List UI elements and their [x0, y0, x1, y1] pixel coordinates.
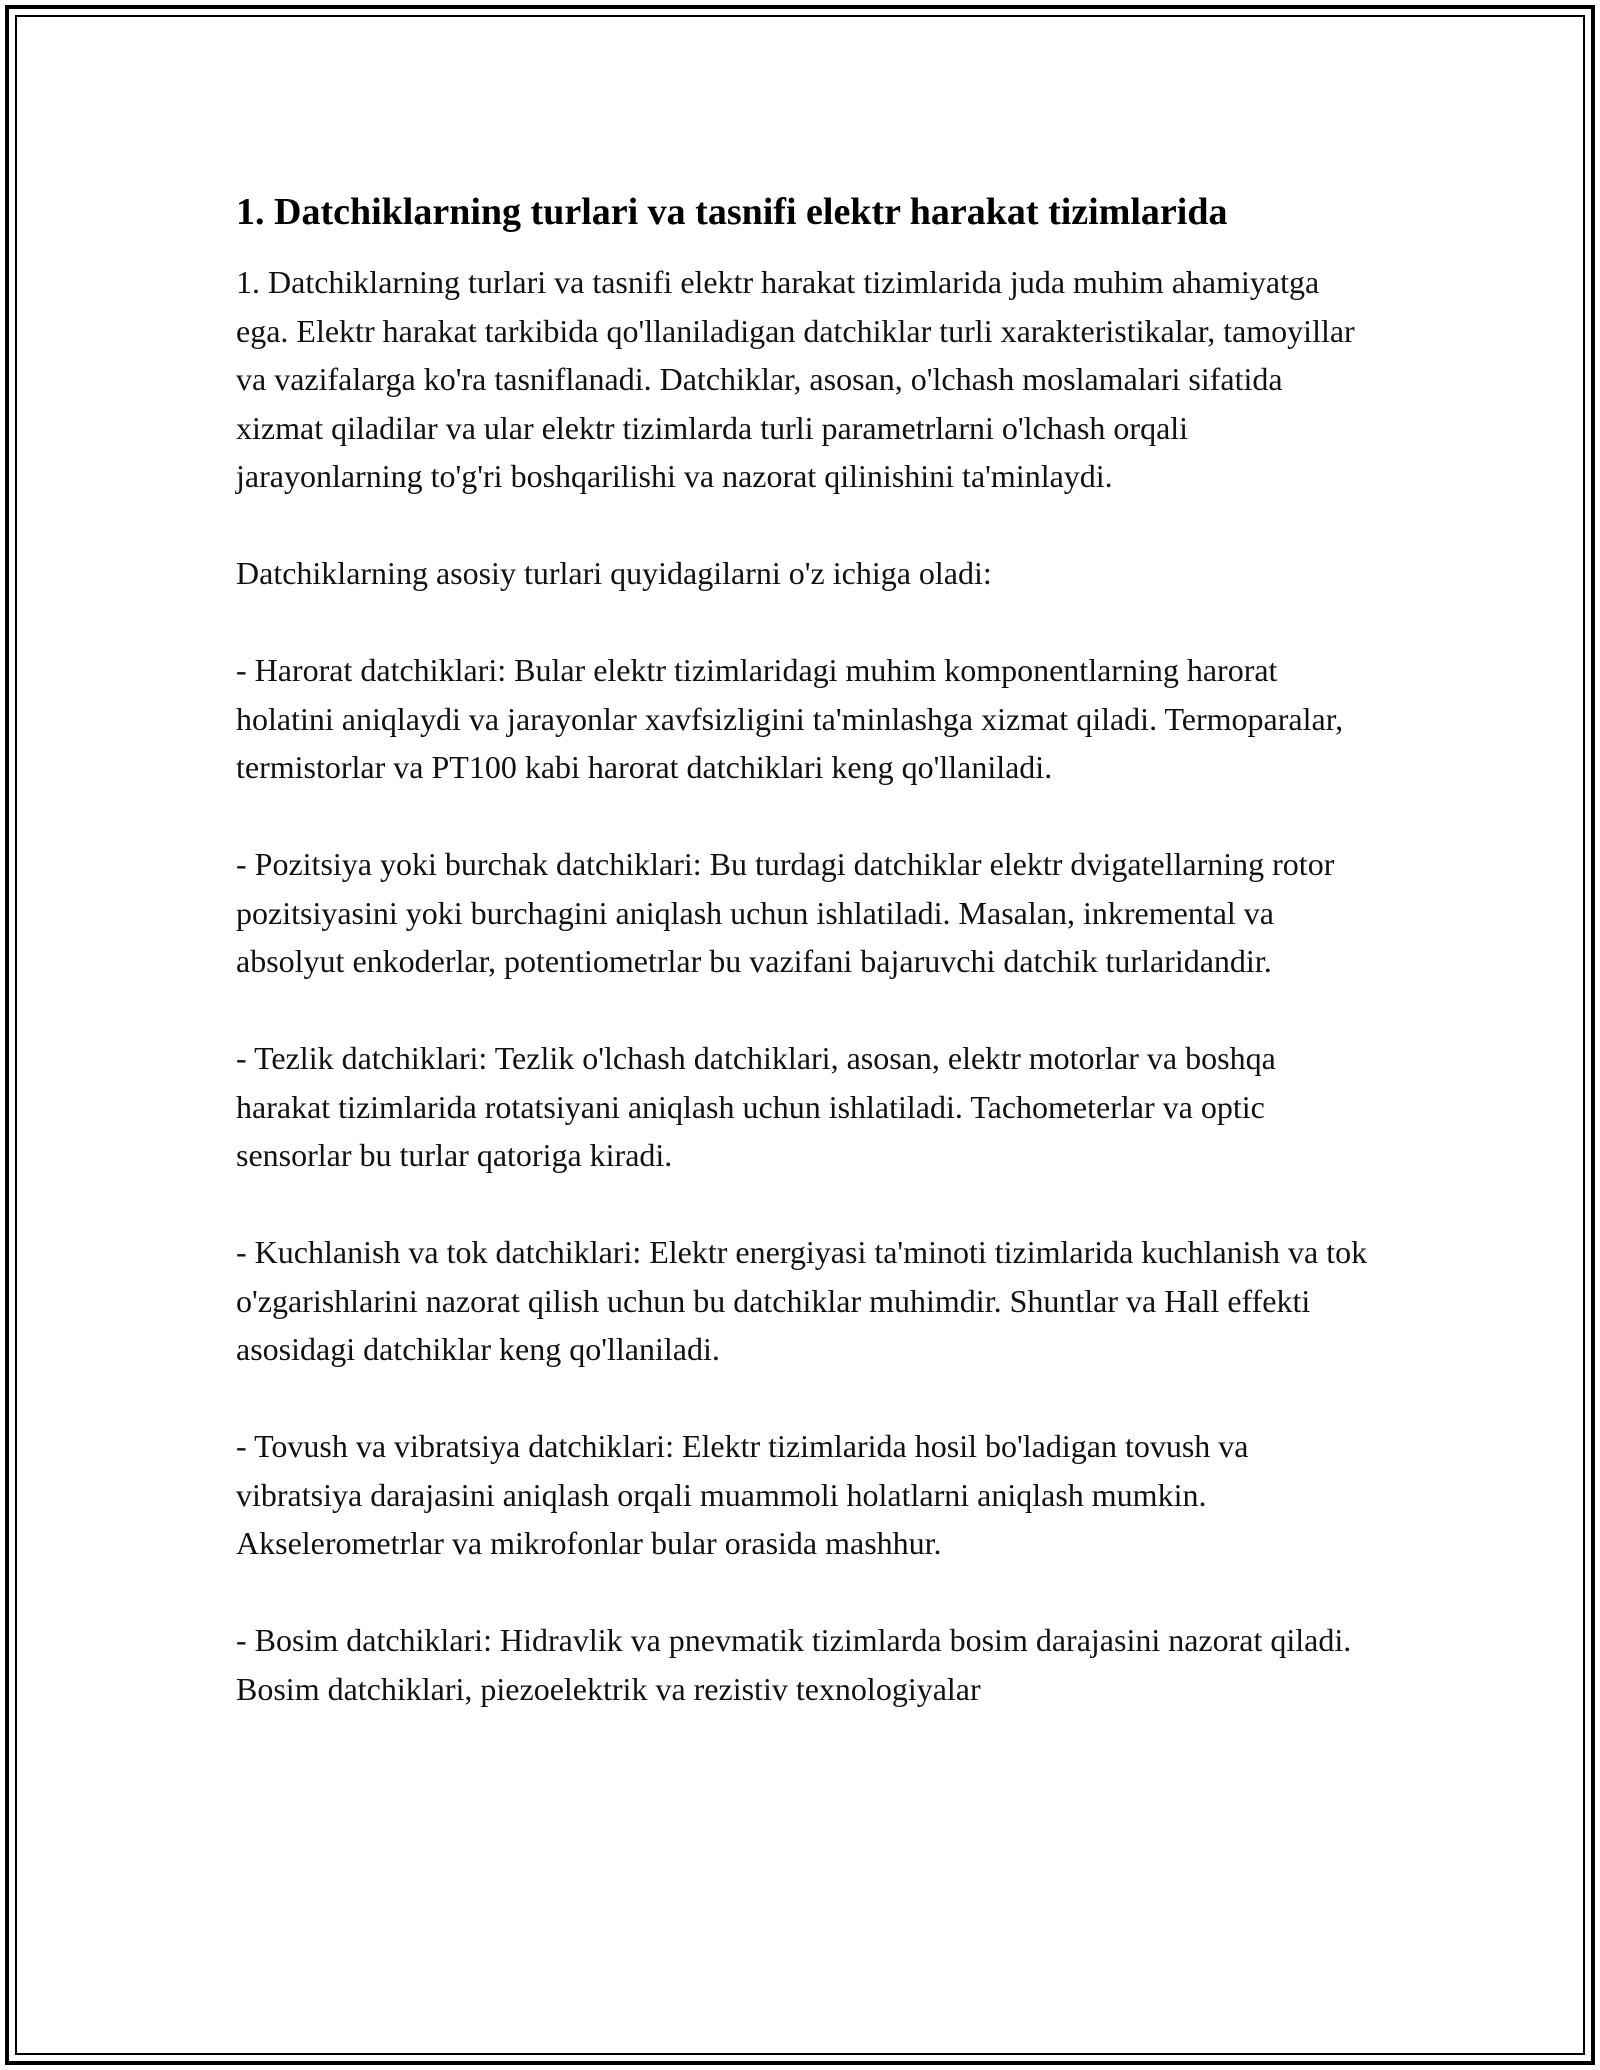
- voltage-current-sensors-paragraph: - Kuchlanish va tok datchiklari: Elektr energiyasi ta'minoti tizimlarida kuchlanish va tok o'zgarishlarini nazorat qilish uchun bu datchiklar muhimdir. Shuntlar va Hall effekti asosidagi datchiklar keng qo'llaniladi.: [236, 1234, 1368, 1367]
- list-intro-paragraph: Datchiklarning asosiy turlari quyidagilarni o'z ichiga oladi:: [236, 555, 992, 591]
- intro-paragraph: 1. Datchiklarning turlari va tasnifi elektr harakat tizimlarida juda muhim ahamiyatga ega. Elektr harakat tarkibida qo'llaniladigan datchiklar turli xarakteristikalar, tamoyillar va vazifalarga ko'ra tasniflanadi. Datchiklar, asosan, o'lchash moslamalari sifatida xizmat qiladilar va ular elektr tizimlarda turli parametrlarni o'lchash orqali jarayonlarning to'g'ri boshqarilishi va nazorat qilinishini ta'minlaydi.: [236, 264, 1355, 494]
- temperature-sensors-paragraph: - Harorat datchiklari: Bular elektr tizimlaridagi muhim komponentlarning harorat holatini aniqlaydi va jarayonlar xavfsizligini ta'minlashga xizmat qiladi. Termoparalar, termistorlar va PT100 kabi harorat datchiklari keng qo'llaniladi.: [236, 652, 1344, 785]
- document-title: 1. Datchiklarning turlari va tasnifi elektr harakat tizimlarida: [236, 191, 1228, 233]
- sound-vibration-sensors-paragraph: - Tovush va vibratsiya datchiklari: Elektr tizimlarida hosil bo'ladigan tovush va vibratsiya darajasini aniqlash orqali muammoli holatlarni aniqlash mumkin. Akselerometrlar va mikrofonlar bular orasida mashhur.: [236, 1428, 1249, 1561]
- document-body: [236, 186, 1376, 1713]
- speed-sensors-paragraph: - Tezlik datchiklari: Tezlik o'lchash datchiklari, asosan, elektr motorlar va boshqa harakat tizimlarida rotatsiyani aniqlash uchun ishlatiladi. Tachometerlar va optic sensorlar bu turlar qatoriga kiradi.: [236, 1040, 1276, 1173]
- position-sensors-paragraph: - Pozitsiya yoki burchak datchiklari: Bu turdagi datchiklar elektr dvigatellarning rotor pozitsiyasini yoki burchagini aniqlash uchun ishlatiladi. Masalan, inkremental va absolyut enkoderlar, potentiometrlar bu vazifani bajaruvchi datchik turlaridandir.: [236, 846, 1335, 979]
- pressure-sensors-paragraph: - Bosim datchiklari: Hidravlik va pnevmatik tizimlarda bosim darajasini nazorat qiladi. Bosim datchiklari, piezoelektrik va rezistiv texnologiyalar: [236, 1622, 1352, 1707]
